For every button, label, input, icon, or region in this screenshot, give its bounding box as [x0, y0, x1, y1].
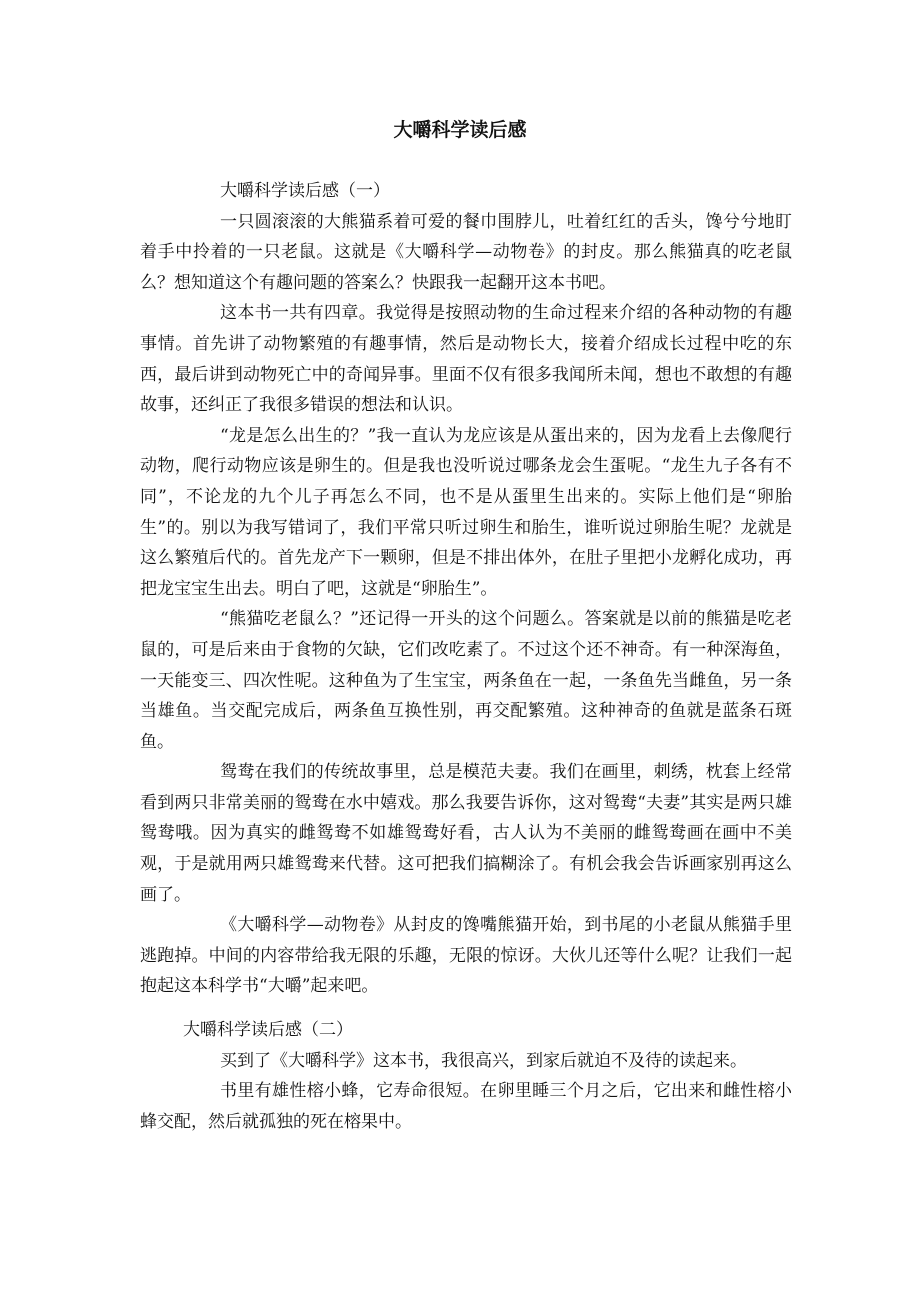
- page-title: 大嚼科学读后感: [393, 119, 527, 141]
- essay-section-2: [140, 1015, 792, 1137]
- section-heading: 大嚼科学读后感（一）: [220, 181, 390, 201]
- paragraph: 这本书一共有四章。我觉得是按照动物的生命过程来介绍的各种动物的有趣事情。首先讲了动物繁殖的有趣事情，然后是动物长大，接着介绍成长过程中吃的东西，最后讲到动物死亡中的奇闻异事。里面不仅有很多我闻所未闻，想也不敢想的有趣故事，还纠正了我很多错误的想法和认识。: [140, 303, 792, 416]
- essay-section-1: [140, 176, 792, 1002]
- paragraph: 《大嚼科学—动物卷》从封皮的馋嘴熊猫开始，到书尾的小老鼠从熊猫手里逃跑掉。中间的内容带给我无限的乐趣，无限的惊讶。大伙儿还等什么呢？让我们一起抱起这本科学书“大嚼”起来吧。: [140, 915, 792, 997]
- paragraph: “熊猫吃老鼠么？”还记得一开头的这个问题么。答案就是以前的熊猫是吃老鼠的，可是后来由于食物的欠缺，它们改吃素了。不过这个还不神奇。有一种深海鱼，一天能变三、四次性呢。这种鱼为了生宝宝，两条鱼在一起，一条鱼先当雌鱼，另一条当雄鱼。当交配完成后，两条鱼互换性别，再交配繁殖。这种神奇的鱼就是蓝条石斑鱼。: [140, 609, 792, 752]
- paragraph: 书里有雄性榕小蜂，它寿命很短。在卵里睡三个月之后，它出来和雌性榕小蜂交配，然后就孤独的死在榕果中。: [140, 1081, 792, 1132]
- paragraph: 一只圆滚滚的大熊猫系着可爱的餐巾围脖儿，吐着红红的舌头，馋兮兮地盯着手中拎着的一只老鼠。这就是《大嚼科学—动物卷》的封皮。那么熊猫真的吃老鼠么？想知道这个有趣问题的答案么？快跟我一起翻开这本书吧。: [140, 211, 792, 293]
- section-heading: 大嚼科学读后感（二）: [183, 1020, 353, 1040]
- paragraph: 鸳鸯在我们的传统故事里，总是模范夫妻。我们在画里，刺绣，枕套上经常看到两只非常美丽的鸳鸯在水中嬉戏。那么我要告诉你，这对鸳鸯“夫妻”其实是两只雄鸳鸯哦。因为真实的雌鸳鸯不如雄鸳鸯好看，古人认为不美丽的雌鸳鸯画在画中不美观，于是就用两只雄鸳鸯来代替。这可把我们搞糊涂了。有机会我会告诉画家别再这么画了。: [140, 762, 792, 905]
- paragraph: 买到了《大嚼科学》这本书，我很高兴，到家后就迫不及待的读起来。: [220, 1050, 747, 1071]
- paragraph: “龙是怎么出生的？”我一直认为龙应该是从蛋出来的，因为龙看上去像爬行动物，爬行动物应该是卵生的。但是我也没听说过哪条龙会生蛋呢。“龙生九子各有不同”，不论龙的九个儿子再怎么不同，也不是从蛋里生出来的。实际上他们是“卵胎生”的。别以为我写错词了，我们平常只听过卵生和胎生，谁听说过卵胎生呢？龙就是这么繁殖后代的。首先龙产下一颗卵，但是不排出体外，在肚子里把小龙孵化成功，再把龙宝宝生出去。明白了吧，这就是“卵胎生”。: [140, 425, 792, 599]
